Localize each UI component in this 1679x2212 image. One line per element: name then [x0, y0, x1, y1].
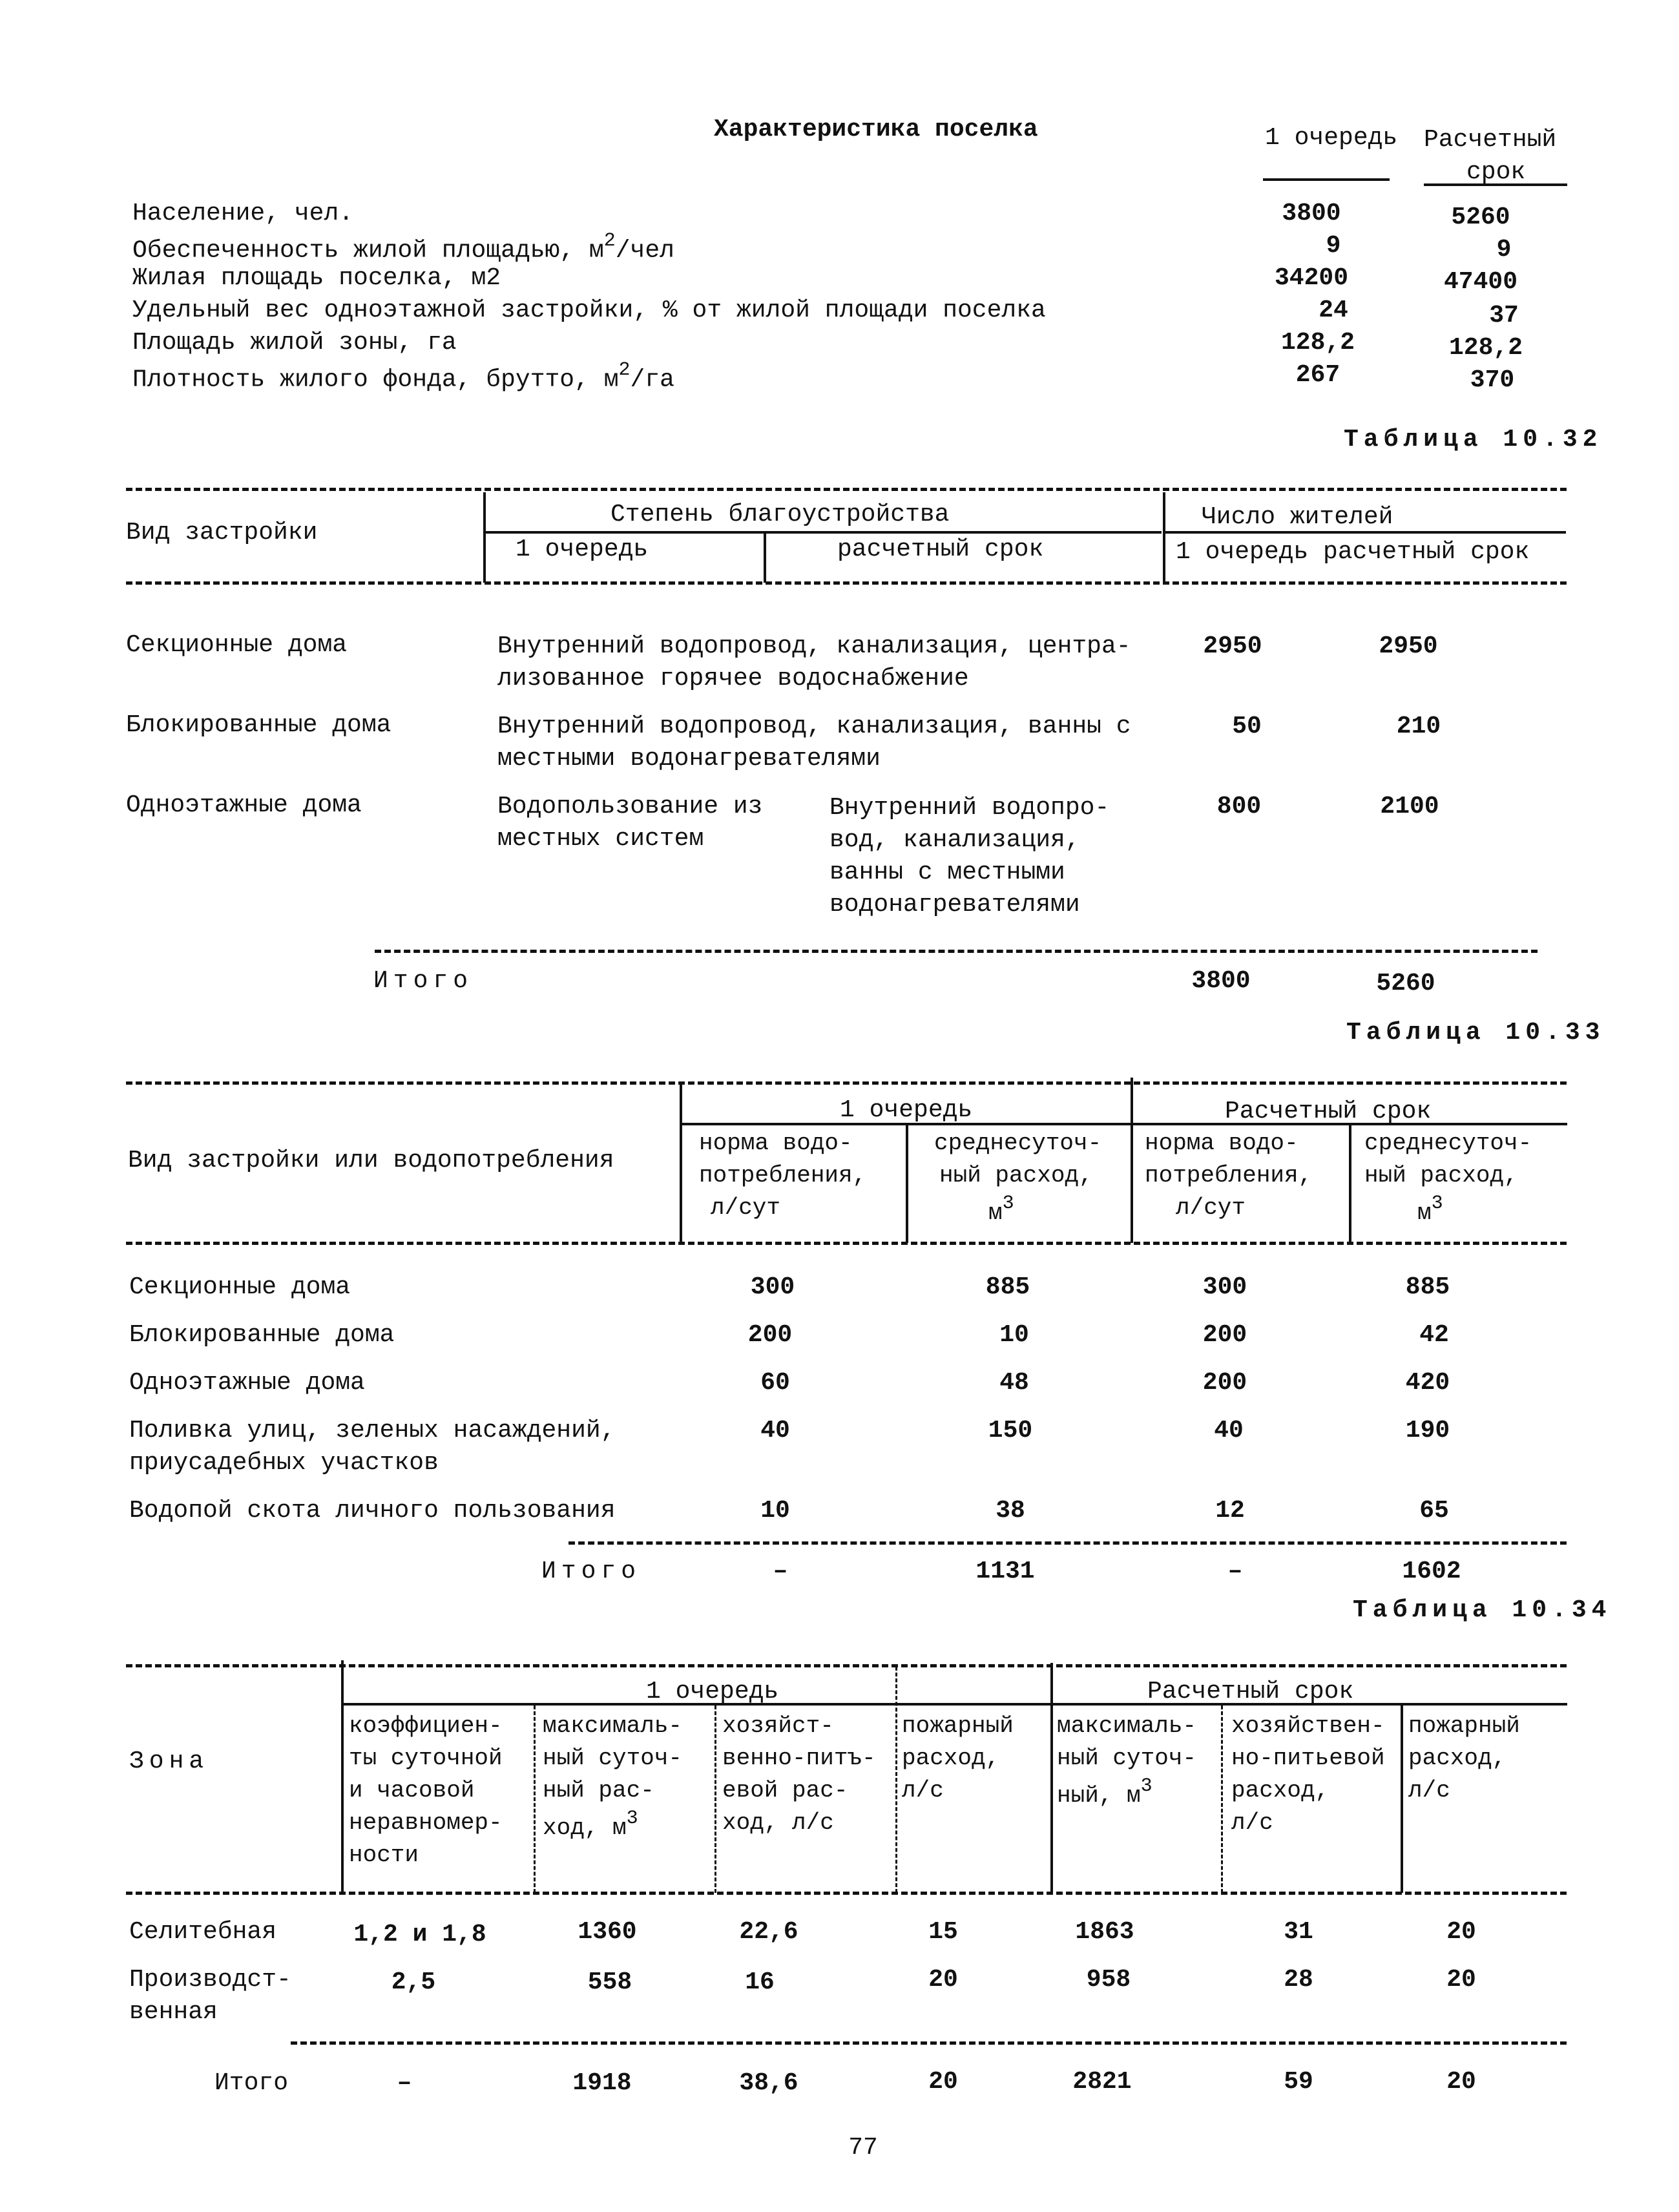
t1033-total-cell: 1602: [1402, 1558, 1461, 1585]
t1034-total-cell: 20: [928, 2068, 958, 2096]
t1032-row-v2: 2100: [1380, 793, 1439, 820]
t1033-total-cell: –: [773, 1558, 788, 1585]
t1033-cell: 38: [996, 1497, 1025, 1525]
t1033-cell: 10: [999, 1321, 1029, 1349]
char-row-label-text: Плотность жилого фонда, брутто, м: [132, 366, 619, 394]
char-row-label: [132, 230, 674, 265]
t1034-cell: 31: [1284, 1918, 1313, 1946]
t1034-row-name: венная: [129, 1998, 218, 2026]
t1034-header-fire2: пожарный: [1408, 1713, 1520, 1739]
t1034-header-max2: [1057, 1775, 1152, 1809]
t1034-cell: 1863: [1075, 1918, 1134, 1946]
t1034-row-name: Селитебная: [129, 1918, 277, 1946]
t1034-head-rule: [126, 1892, 1567, 1895]
t1034-header-hp2: хозяйствен-: [1231, 1713, 1385, 1739]
t1033-row-name: приусадебных участков: [129, 1449, 439, 1477]
t1032-row-v1: 2950: [1203, 632, 1262, 660]
char-row-v1: 34200: [1274, 264, 1349, 292]
t1034-total-cell: –: [397, 2069, 412, 2097]
t1032-total-rule: [375, 950, 1538, 953]
t1032-row-desc: лизованное горячее водоснабжение: [497, 665, 969, 693]
t1034-header-fire: пожарный: [902, 1713, 1014, 1739]
table-10-33-caption: Таблица 10.33: [1346, 1019, 1605, 1047]
char-col2-header-2: срок: [1466, 158, 1526, 186]
t1032-row-desc: Водопользование из: [497, 793, 763, 820]
char-row-v1: 9: [1326, 232, 1341, 260]
t1033-header-avg: среднесуточ-: [1364, 1130, 1532, 1156]
t1034-sub-rule: [342, 1703, 1567, 1706]
t1034-header-coef: коэффициен-: [349, 1713, 503, 1739]
t1034-cell: 558: [587, 1968, 632, 1996]
t1033-cell: 300: [750, 1273, 795, 1301]
t1032-row-desc: ванны с местными: [829, 859, 1065, 886]
t1034-header-hp2: но-питьевой: [1231, 1745, 1385, 1771]
t1034-max2-unit-sup: 3: [1140, 1775, 1152, 1797]
t1034-cell: 1,2 и 1,8: [353, 1921, 486, 1948]
t1034-header-hp2: л/с: [1231, 1810, 1273, 1836]
t1032-level-rule: [486, 531, 1162, 534]
char-row-label: Удельный вес одноэтажной застройки, % от жилой площади поселка: [132, 297, 1046, 324]
t1032-header-residents: Число жителей: [1202, 503, 1393, 531]
t1034-total-cell: 1918: [572, 2069, 632, 2097]
char-col1-underline: [1263, 178, 1390, 181]
t1033-total-label: Итого: [541, 1558, 641, 1585]
t1033-cell: 65: [1419, 1497, 1449, 1525]
char-row-v2: 37: [1489, 302, 1519, 329]
t1033-vline-3: [1131, 1078, 1133, 1243]
t1034-header-hp: евой рас-: [722, 1777, 848, 1804]
t1034-cell: 2,5: [391, 1968, 436, 1996]
t1033-row-name: Блокированные дома: [129, 1321, 395, 1349]
t1034-cell: 20: [1446, 1966, 1476, 1994]
t1032-header-level: Степень благоустройства: [610, 501, 950, 528]
t1034-header-fire: расход,: [902, 1745, 1000, 1771]
t1034-header-coef: неравномер-: [349, 1810, 503, 1836]
t1033-header-avg: ный расход,: [939, 1162, 1093, 1189]
char-col1-header: 1 очередь: [1265, 124, 1398, 152]
char-col2-underline: [1424, 183, 1567, 186]
table-10-32-caption: Таблица 10.32: [1344, 426, 1603, 454]
t1033-header-type: Вид застройки или водопотребления: [128, 1147, 614, 1174]
t1034-row-name: Производст-: [129, 1966, 291, 1994]
char-row-v1: 24: [1319, 297, 1348, 324]
t1033-cell: 190: [1405, 1417, 1450, 1445]
char-row-label: Население, чел.: [132, 200, 354, 227]
t1034-total-rule: [291, 2041, 1567, 2045]
t1033-cell: 48: [999, 1369, 1029, 1397]
t1034-vline-5: [1221, 1706, 1223, 1893]
t1034-cell: 958: [1086, 1966, 1131, 1994]
t1034-header-max: максималь-: [543, 1713, 683, 1739]
t1032-total-v2: 5260: [1376, 970, 1435, 997]
t1034-cell: 20: [928, 1966, 958, 1994]
t1032-row-v2: 2950: [1379, 632, 1438, 660]
t1033-header-norm: л/сут: [711, 1195, 781, 1221]
t1034-max2-unit: ный, м: [1057, 1782, 1141, 1809]
t1033-header-norm: норма водо-: [699, 1130, 853, 1156]
t1033-cell: 200: [747, 1321, 793, 1349]
t1032-row-desc: Внутренний водопровод, канализация, центра-: [497, 632, 1131, 660]
t1034-header-fire2: расход,: [1408, 1745, 1507, 1771]
t1033-vline-4: [1349, 1124, 1351, 1243]
t1033-vline-2: [906, 1124, 908, 1243]
t1032-vline-3: [1163, 492, 1165, 583]
char-row-label-sup: 2: [603, 230, 616, 252]
t1034-vline-1: [534, 1706, 536, 1893]
t1034-total-cell: 38,6: [739, 2069, 798, 2097]
t1033-header-norm: л/сут: [1176, 1195, 1246, 1221]
t1034-header-fire2: л/с: [1408, 1777, 1450, 1804]
t1034-cell: 28: [1284, 1966, 1313, 1994]
t1033-row-name: Секционные дома: [129, 1273, 351, 1301]
t1033-avg-unit: м: [988, 1200, 1003, 1226]
t1033-cell: 885: [985, 1273, 1030, 1301]
char-row-label-tail: /чел: [615, 236, 674, 265]
char-row-v2: 128,2: [1448, 334, 1523, 362]
t1033-cell: 300: [1202, 1273, 1247, 1301]
char-col2-header-1: Расчетный: [1424, 126, 1557, 154]
t1032-head-rule: [126, 581, 1567, 585]
t1034-header-zone: Зона: [129, 1748, 209, 1775]
t1033-cell: 12: [1215, 1497, 1245, 1525]
t1032-res-rule: [1165, 531, 1566, 534]
t1034-header-hp: ход, л/с: [722, 1810, 834, 1836]
t1033-cell: 40: [760, 1417, 790, 1445]
t1033-cell: 885: [1405, 1273, 1450, 1301]
char-row-v2: 47400: [1443, 268, 1518, 296]
t1034-header-hp: венно-питъ-: [722, 1745, 876, 1771]
t1032-row-v2: 210: [1396, 713, 1441, 740]
t1032-top-rule: [126, 488, 1567, 491]
t1034-header-coef: ности: [349, 1842, 419, 1868]
t1032-row-name: Одноэтажные дома: [126, 791, 362, 819]
t1034-total-cell: 2821: [1072, 2068, 1132, 2096]
t1033-header-avg: среднесуточ-: [934, 1130, 1102, 1156]
char-row-label: Площадь жилой зоны, га: [132, 329, 457, 357]
t1034-vline-4: [1050, 1663, 1053, 1893]
t1033-head-rule: [126, 1242, 1567, 1245]
t1032-row-desc: местными водонагревателями: [497, 745, 881, 773]
t1034-header-hp: хозяйст-: [722, 1713, 834, 1739]
page-number: 77: [848, 2134, 878, 2162]
t1032-total-label: Итого: [373, 967, 474, 995]
t1033-cell: 42: [1419, 1321, 1449, 1349]
char-row-v1: 3800: [1282, 200, 1341, 227]
t1034-header-fire: л/с: [902, 1777, 944, 1804]
t1033-vline-1: [680, 1081, 682, 1243]
t1034-header-max: ный суточ-: [543, 1745, 683, 1771]
t1033-header-q1: 1 очередь: [840, 1096, 973, 1124]
t1033-avg-unit-sup: 3: [1431, 1193, 1443, 1215]
t1032-header-level-term: расчетный срок: [837, 536, 1044, 563]
t1034-max-unit-sup: 3: [626, 1808, 638, 1830]
t1034-header-coef: и часовой: [349, 1777, 475, 1804]
t1033-cell: 40: [1214, 1417, 1244, 1445]
t1032-row-desc: водонагревателями: [829, 891, 1080, 919]
t1034-vline-2: [714, 1706, 716, 1893]
char-row-v2: 5260: [1451, 203, 1510, 231]
t1033-header-avg: [988, 1193, 1014, 1226]
table-10-34-caption: Таблица 10.34: [1353, 1596, 1612, 1624]
characteristics-title: Характеристика поселка: [714, 116, 1038, 143]
t1033-cell: 150: [988, 1417, 1033, 1445]
t1034-header-q1: 1 очередь: [646, 1678, 779, 1706]
t1032-total-v1: 3800: [1191, 967, 1251, 995]
char-row-v1: 267: [1295, 361, 1340, 389]
char-row-label: Жилая площадь поселка, м2: [132, 264, 501, 292]
t1033-header-term: Расчетный срок: [1225, 1098, 1432, 1125]
t1033-total-cell: –: [1227, 1558, 1243, 1585]
t1034-cell: 15: [928, 1918, 958, 1946]
t1034-header-max2: ный суточ-: [1057, 1745, 1197, 1771]
t1034-header-coef: ты суточной: [349, 1745, 503, 1771]
t1033-cell: 420: [1405, 1369, 1450, 1397]
char-row-label: [132, 359, 674, 394]
t1033-header-norm: потребления,: [1145, 1162, 1313, 1189]
char-row-v2: 9: [1496, 236, 1512, 264]
t1033-avg-unit: м: [1417, 1200, 1432, 1226]
t1033-row-name: Одноэтажные дома: [129, 1369, 365, 1397]
t1034-max-unit: ход, м: [543, 1815, 627, 1841]
t1033-cell: 200: [1202, 1369, 1247, 1397]
t1033-header-norm: норма водо-: [1145, 1130, 1298, 1156]
t1033-cell: 60: [760, 1369, 790, 1397]
t1033-sub-rule: [682, 1123, 1567, 1125]
char-row-label-sup: 2: [618, 359, 631, 381]
t1034-header-term: Расчетный срок: [1147, 1678, 1354, 1706]
t1032-row-name: Блокированные дома: [126, 711, 391, 739]
t1033-row-name: Водопой скота личного пользования: [129, 1497, 616, 1525]
t1032-row-desc: Внутренний водопровод, канализация, ванны с: [497, 713, 1131, 740]
t1034-cell: 20: [1446, 1918, 1476, 1946]
t1032-vline-2: [764, 531, 766, 583]
t1032-row-v1: 50: [1232, 713, 1262, 740]
t1034-cell: 22,6: [739, 1918, 798, 1946]
t1034-vline-3: [895, 1667, 897, 1893]
t1034-header-max: ный рас-: [543, 1777, 654, 1804]
char-row-label-text: Обеспеченность жилой площадью, м: [132, 236, 604, 265]
t1033-header-norm: потребления,: [699, 1162, 867, 1189]
t1034-header-max2: максималь-: [1057, 1713, 1197, 1739]
t1034-total-label: Итого: [214, 2069, 289, 2097]
t1032-row-desc: местных систем: [497, 825, 704, 853]
char-row-label-tail: /га: [630, 366, 674, 394]
t1033-avg-unit-sup: 3: [1002, 1193, 1014, 1215]
t1034-vline-0: [341, 1660, 344, 1893]
t1032-row-desc: вод, канализация,: [829, 826, 1080, 854]
t1034-total-cell: 20: [1446, 2068, 1476, 2096]
t1032-row-v1: 800: [1216, 793, 1262, 820]
t1033-total-cell: 1131: [975, 1558, 1035, 1585]
t1032-header-level-q1: 1 очередь: [516, 536, 649, 563]
char-row-v2: 370: [1470, 366, 1515, 394]
t1033-cell: 10: [760, 1497, 790, 1525]
t1032-vline-1: [483, 492, 486, 583]
t1032-row-name: Секционные дома: [126, 631, 348, 659]
char-row-v1: 128,2: [1280, 329, 1355, 357]
t1032-header-type: Вид застройки: [126, 519, 318, 547]
t1034-total-cell: 59: [1284, 2068, 1313, 2096]
t1034-cell: 1360: [578, 1918, 637, 1946]
t1034-header-hp2: расход,: [1231, 1777, 1330, 1804]
t1034-vline-6: [1401, 1706, 1403, 1893]
t1033-cell: 200: [1202, 1321, 1247, 1349]
t1033-top-rule: [126, 1081, 1567, 1085]
t1033-total-rule: [568, 1541, 1567, 1545]
t1034-cell: 16: [745, 1968, 775, 1996]
t1033-row-name: Поливка улиц, зеленых насаждений,: [129, 1417, 616, 1445]
t1032-row-desc: Внутренний водопро-: [829, 794, 1110, 822]
t1033-header-avg: ный расход,: [1364, 1162, 1518, 1189]
t1032-header-residents-sub: 1 очередь расчетный срок: [1176, 538, 1530, 566]
t1033-header-avg: [1417, 1193, 1443, 1226]
t1034-header-max: [543, 1808, 638, 1841]
